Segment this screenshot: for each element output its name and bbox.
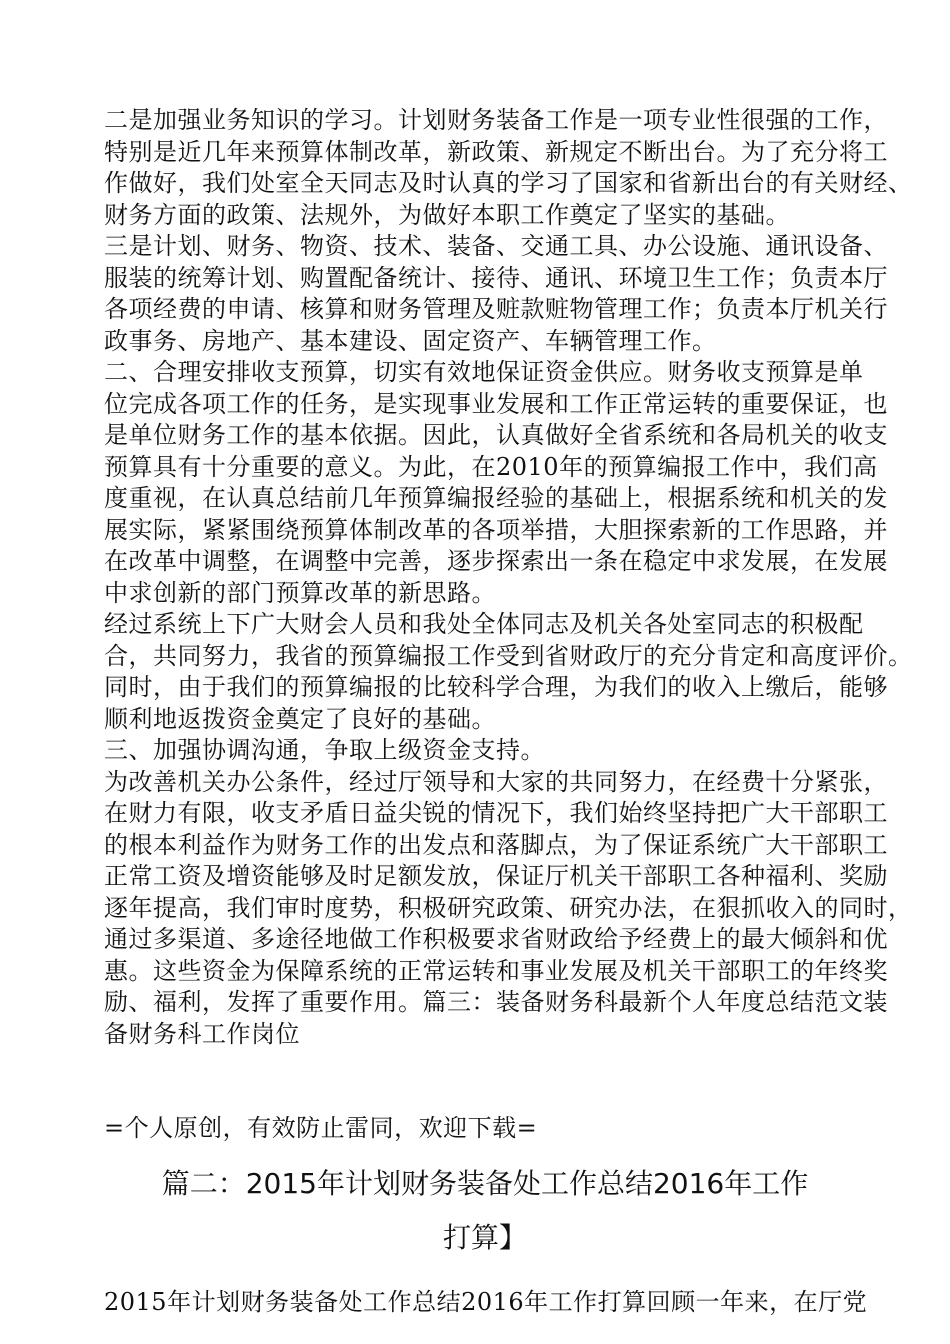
body-line: 是单位财务工作的基本依据。因此，认真做好全省系统和各局机关的收支 (104, 421, 888, 449)
body-line: 顺利地返拨资金奠定了良好的基础。 (104, 704, 496, 733)
body-line: 展实际，紧紧围绕预算体制改革的各项举措，大胆探索新的工作思路，并 (104, 515, 888, 544)
body-line: 二、合理安排收支预算，切实有效地保证资金供应。财务收支预算是单 (104, 358, 864, 386)
section-heading-line-1: 篇二：2015年计划财务装备处工作总结2016年工作 (161, 1167, 809, 1200)
body-line: 备财务科工作岗位 (104, 1019, 300, 1048)
body-line: 为改善机关办公条件，经过厅领导和大家的共同努力，在经费十分紧张， (104, 767, 888, 796)
body-line: 位完成各项工作的任务，是实现事业发展和工作正常运转的重要保证，也 (104, 389, 888, 418)
body-line: 正常工资及增资能够及时足额发放，保证厅机关干部职工各种福利、奖励 (104, 862, 888, 890)
notice-text: =个人原创，有效防止雷同，欢迎下载= (104, 1114, 538, 1142)
notice-line (104, 1112, 537, 1144)
body-line: 的根本利益作为财务工作的出发点和落脚点，为了保证系统广大干部职工 (104, 830, 888, 859)
body-line: 财务方面的政策、法规外，为做好本职工作奠定了坚实的基础。 (104, 200, 790, 229)
body-line: 各项经费的申请、核算和财务管理及赃款赃物管理工作；负责本厅机关行 (104, 295, 888, 323)
section-heading-line-2: 打算】 (442, 1221, 527, 1254)
body-line: 度重视，在认真总结前几年预算编报经验的基础上，根据系统和机关的发 (104, 484, 888, 512)
body-line: 服装的统筹计划、购置配备统计、接待、通讯、环境卫生工作；负责本厅 (104, 263, 888, 292)
body-line: 同时，由于我们的预算编报的比较科学合理，为我们的收入上缴后，能够 (104, 673, 888, 701)
body-line: 三、加强协调沟通，争取上级资金支持。 (104, 736, 545, 764)
body-line: 在改革中调整，在调整中完善，逐步探索出一条在稳定中求发展，在发展 (104, 547, 888, 575)
body-line: 中求创新的部门预算改革的新思路。 (104, 578, 496, 607)
body-line: 政事务、房地产、基本建设、固定资产、车辆管理工作。 (104, 326, 717, 355)
final-paragraph-line: 2015年计划财务装备处工作总结2016年工作打算回顾一年来，在厅党 (104, 1288, 868, 1316)
body-line: 作做好，我们处室全天同志及时认真的学习了国家和省新出台的有关财经、 (104, 169, 913, 197)
body-line: 经过系统上下广大财会人员和我处全体同志及机关各处室同志的积极配 (104, 610, 864, 638)
body-line: 逐年提高，我们审时度势，积极研究政策、研究办法，在狠抓收入的同时， (104, 893, 913, 922)
body-line: 二是加强业务知识的学习。计划财务装备工作是一项专业性很强的工作， (104, 106, 888, 134)
body-line: 特别是近几年来预算体制改革，新政策、新规定不断出台。为了充分将工 (104, 137, 888, 166)
body-line: 通过多渠道、多途径地做工作积极要求省财政给予经费上的最大倾斜和优 (104, 925, 888, 953)
body-line: 惠。这些资金为保障系统的正常运转和事业发展及机关干部职工的年终奖 (104, 956, 888, 985)
body-line: 三是计划、财务、物资、技术、装备、交通工具、办公设施、通讯设备、 (104, 232, 888, 260)
body-line: 励、福利，发挥了重要作用。篇三：装备财务科最新个人年度总结范文装 (104, 988, 888, 1016)
body-line: 在财力有限，收支矛盾日益尖锐的情况下，我们始终坚持把广大干部职工 (104, 799, 888, 827)
body-line: 合，共同努力，我省的预算编报工作受到省财政厅的充分肯定和高度评价。 (104, 641, 913, 670)
body-line: 预算具有十分重要的意义。为此，在2010年的预算编报工作中，我们高 (104, 452, 878, 481)
